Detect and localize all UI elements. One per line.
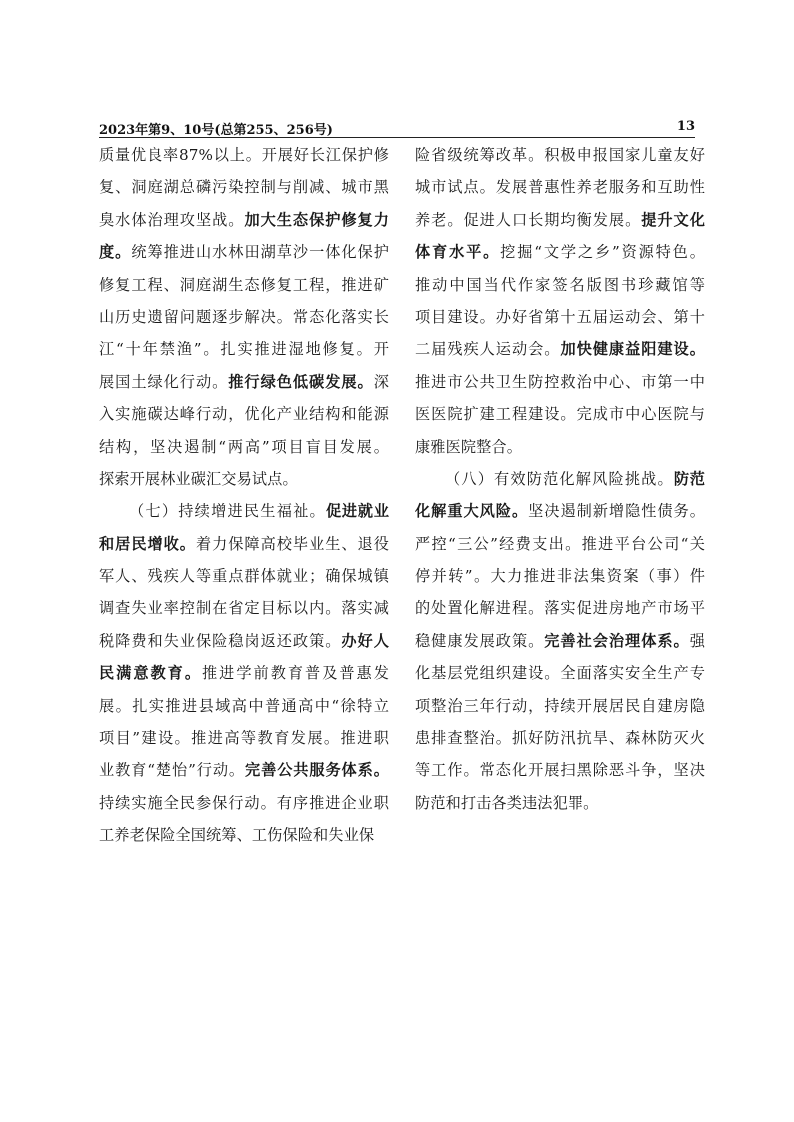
text-segment: 工养老保险全国统筹、工伤保险和失业保 xyxy=(99,826,375,845)
text-segment: 军人、残疾人等重点群体就业；确保城镇 xyxy=(99,567,389,586)
text-line xyxy=(415,657,705,689)
text-line xyxy=(415,722,705,754)
issue-label: 2023年第9、10号(总第255、256号) xyxy=(99,123,333,138)
text-segment: 医医院扩建工程建设。完成市中心医院与 xyxy=(415,405,705,424)
text-line xyxy=(415,333,705,365)
text-segment: 的处置化解进程。落实促进房地产市场平 xyxy=(415,599,705,618)
text-segment: 展国土绿化行动。 xyxy=(99,372,229,391)
bold-heading: 化解重大风险。 xyxy=(415,502,529,521)
text-line xyxy=(99,754,389,786)
text-line xyxy=(99,722,389,754)
bold-heading: 加快健康益阳建设。 xyxy=(560,340,705,359)
text-segment: 业教育“楚怡”行动。 xyxy=(99,761,246,780)
bold-heading: 推行绿色低碳发展。 xyxy=(228,372,374,391)
text-line xyxy=(99,171,389,203)
section-heading: （七）持续增进民生福祉。 xyxy=(129,502,326,521)
text-segment: 挖掘“文学之乡”资源特色。 xyxy=(500,243,705,262)
text-segment: 推动中国当代作家签名版图书珍藏馆等 xyxy=(415,275,705,294)
text-segment: 税降费和失业保险稳岗返还政策。 xyxy=(99,631,342,650)
text-segment: 推进市公共卫生防控救治中心、市第一中 xyxy=(415,372,705,391)
text-segment: 展。扎实推进县域高中普通高中“徐特立 xyxy=(99,696,389,715)
bold-heading: 完善社会治理体系。 xyxy=(544,631,690,650)
text-segment: 修复工程、洞庭湖生态修复工程，推进矿 xyxy=(99,275,389,294)
text-segment: 险省级统筹改革。积极申报国家儿童友好 xyxy=(415,146,705,164)
bold-heading: 加大生态保护修复力 xyxy=(244,210,389,229)
page-header xyxy=(99,117,695,139)
bold-heading: 完善公共服务体系。 xyxy=(245,761,389,780)
text-line xyxy=(99,204,389,236)
text-segment: 防范和打击各类违法犯罪。 xyxy=(415,793,599,812)
bold-heading: 防范 xyxy=(673,469,705,488)
text-segment: 患排查整治。抓好防汛抗旱、森林防灭火 xyxy=(415,729,705,748)
text-segment: 复、洞庭湖总磷污染控制与削减、城市黑 xyxy=(99,178,389,197)
text-segment: 持续实施全民参保行动。有序推进企业职 xyxy=(99,793,389,812)
text-segment: 养老。促进人口长期均衡发展。 xyxy=(415,210,642,229)
left-text-column xyxy=(99,139,389,852)
text-line xyxy=(99,301,389,333)
text-line xyxy=(99,787,389,819)
text-line xyxy=(415,690,705,722)
text-line xyxy=(99,366,389,398)
text-line xyxy=(415,366,705,398)
text-segment: 臭水体治理攻坚战。 xyxy=(99,210,245,229)
text-segment: 江“十年禁渔”。扎实推进湿地修复。开 xyxy=(99,340,389,359)
text-line xyxy=(415,560,705,592)
text-line xyxy=(415,463,705,495)
text-line xyxy=(99,269,389,301)
text-line xyxy=(415,236,705,268)
text-line xyxy=(99,236,389,268)
section-heading: （八）有效防范化解风险挑战。 xyxy=(445,469,674,488)
text-segment: 探索开展林业碳汇交易试点。 xyxy=(99,469,298,488)
right-text-column xyxy=(415,139,705,819)
text-line xyxy=(99,431,389,463)
text-segment: 项整治三年行动，持续开展居民自建房隐 xyxy=(415,696,705,715)
text-line xyxy=(99,819,389,851)
bold-heading: 促进就业 xyxy=(325,502,389,521)
text-segment: 强 xyxy=(689,631,705,650)
text-segment: 质量优良率87%以上。开展好长江保护修 xyxy=(99,146,389,164)
text-line xyxy=(99,560,389,592)
text-segment: 化基层党组织建设。全面落实安全生产专 xyxy=(415,664,705,683)
text-line xyxy=(99,333,389,365)
bold-heading: 提升文化 xyxy=(641,210,705,229)
text-segment: 推进学前教育普及普惠发 xyxy=(202,664,389,683)
text-line xyxy=(415,398,705,430)
text-line xyxy=(415,139,705,171)
text-line xyxy=(99,398,389,430)
bold-heading: 体育水平。 xyxy=(415,243,501,262)
text-segment: 着力保障高校毕业生、退役 xyxy=(195,534,389,553)
text-segment: 结构，坚决遏制“两高”项目盲目发展。 xyxy=(99,437,389,456)
text-segment: 康雅医院整合。 xyxy=(415,437,523,456)
text-line xyxy=(415,204,705,236)
text-segment: 城市试点。发展普惠性养老服务和互助性 xyxy=(415,178,705,197)
text-line xyxy=(99,592,389,624)
text-line xyxy=(415,528,705,560)
text-line xyxy=(99,690,389,722)
text-segment: 项目建设。办好省第十五届运动会、第十 xyxy=(415,307,705,326)
text-line xyxy=(99,495,389,527)
page-number: 13 xyxy=(676,119,695,134)
text-line xyxy=(415,625,705,657)
text-line xyxy=(99,625,389,657)
text-line xyxy=(415,301,705,333)
text-segment: 深 xyxy=(373,372,389,391)
text-line xyxy=(415,495,705,527)
text-segment: 停并转”。大力推进非法集资案（事）件 xyxy=(415,567,705,586)
bold-heading: 民满意教育。 xyxy=(99,664,203,683)
text-line xyxy=(415,754,705,786)
text-line xyxy=(415,431,705,463)
bold-heading: 办好人 xyxy=(341,631,389,650)
text-line xyxy=(415,592,705,624)
text-segment: 二届残疾人运动会。 xyxy=(415,340,561,359)
text-line xyxy=(415,269,705,301)
text-segment: 稳健康发展政策。 xyxy=(415,631,545,650)
text-segment: 统筹推进山水林田湖草沙一体化保护 xyxy=(131,243,389,262)
text-segment: 调查失业率控制在省定目标以内。落实减 xyxy=(99,599,389,618)
text-line xyxy=(99,528,389,560)
text-line xyxy=(415,787,705,819)
bold-heading: 度。 xyxy=(99,243,132,262)
text-segment: 入实施碳达峰行动，优化产业结构和能源 xyxy=(99,405,389,424)
text-segment: 坚决遏制新增隐性债务。 xyxy=(528,502,705,521)
text-segment: 项目”建设。推进高等教育发展。推进职 xyxy=(99,729,389,748)
bold-heading: 和居民增收。 xyxy=(99,534,196,553)
text-segment: 等工作。常态化开展扫黑除恶斗争，坚决 xyxy=(415,761,705,780)
text-line xyxy=(99,657,389,689)
text-line xyxy=(99,139,389,171)
header-rule xyxy=(99,137,695,138)
text-line xyxy=(415,171,705,203)
text-segment: 山历史遗留问题逐步解决。常态化落实长 xyxy=(99,307,389,326)
text-line xyxy=(99,463,389,495)
text-segment: 严控“三公”经费支出。推进平台公司“关 xyxy=(415,534,705,553)
